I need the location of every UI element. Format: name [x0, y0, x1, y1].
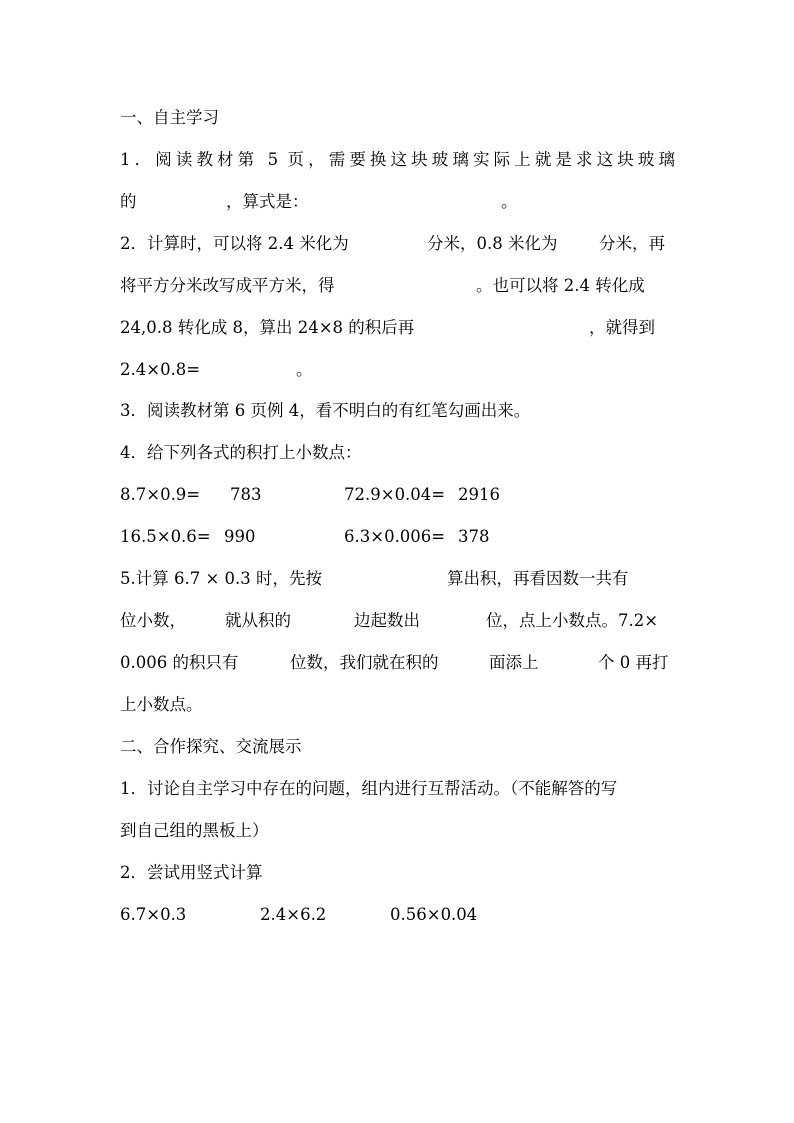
- q5-line2-b: 就从积的: [225, 611, 291, 630]
- q5-line1-a: 5.计算 6.7 × 0.3 时，先按: [120, 569, 323, 588]
- q5-line3-a: 0.006 的积只有: [120, 653, 239, 672]
- q4-value-4: 378: [458, 527, 490, 546]
- q5-line3-c: 面添上: [489, 653, 539, 672]
- q2-line1-c: 分米，再: [599, 234, 665, 253]
- q5-line3-d: 个 0 再打: [598, 653, 669, 672]
- q1-line2-a: 的: [120, 192, 137, 211]
- q2-line4-a: 2.4×0.8=: [120, 360, 201, 379]
- q2-line3-b: ，就得到: [589, 318, 655, 337]
- q5-line1-b: 算出积，再看因数一共有: [447, 569, 629, 588]
- section1-heading: 一、自主学习: [120, 108, 219, 127]
- q3-line: 3．阅读教材第 6 页例 4，看不明白的有红笔勾画出来。: [120, 401, 531, 420]
- s2-q1-line1: 1．讨论自主学习中存在的问题，组内进行互帮活动。（不能解答的写: [120, 779, 618, 798]
- q4-value-2: 2916: [458, 485, 500, 504]
- q4-expr-4: 6.3×0.006=: [344, 527, 446, 546]
- q4-expr-3: 16.5×0.6=: [120, 527, 211, 546]
- q1-line2-b: ，算式是：: [226, 192, 309, 211]
- q2-line2-a: 将平方分米改写成平方米，得: [120, 276, 335, 295]
- q4-heading: 4．给下列各式的积打上小数点：: [120, 443, 362, 462]
- q2-line3-a: 24,0.8 转化成 8，算出 24×8 的积后再: [120, 318, 415, 337]
- q5-line2-c: 边起数出: [354, 611, 420, 630]
- q2-line2-b: 。也可以将 2.4 转化成: [476, 276, 645, 295]
- q5-line3-b: 位数，我们就在积的: [290, 653, 439, 672]
- q5-line4: 上小数点。: [120, 695, 203, 714]
- s2-expr-1: 6.7×0.3: [120, 905, 187, 924]
- section2-heading: 二、合作探究、交流展示: [120, 737, 302, 756]
- q4-value-3: 990: [224, 527, 256, 546]
- q5-line2-a: 位小数，: [120, 611, 186, 630]
- q1-line2-c: 。: [501, 192, 518, 211]
- q2-line1-a: 2．计算时，可以将 2.4 米化为: [120, 234, 349, 253]
- q1-line1: 1．阅读教材第 5 页，需要换这块玻璃实际上就是求这块玻璃: [120, 150, 675, 169]
- q4-value-1: 783: [230, 485, 262, 504]
- s2-expr-2: 2.4×6.2: [260, 905, 327, 924]
- q4-expr-1: 8.7×0.9=: [120, 485, 201, 504]
- q2-line4-b: 。: [296, 360, 313, 379]
- q4-expr-2: 72.9×0.04=: [344, 485, 446, 504]
- s2-q1-line2: 到自己组的黑板上）: [120, 821, 269, 840]
- s2-q2-line: 2．尝试用竖式计算: [120, 863, 263, 882]
- s2-expr-3: 0.56×0.04: [390, 905, 478, 924]
- q2-line1-b: 分米，0.8 米化为: [427, 234, 558, 253]
- q5-line2-d: 位，点上小数点。7.2×: [486, 611, 659, 630]
